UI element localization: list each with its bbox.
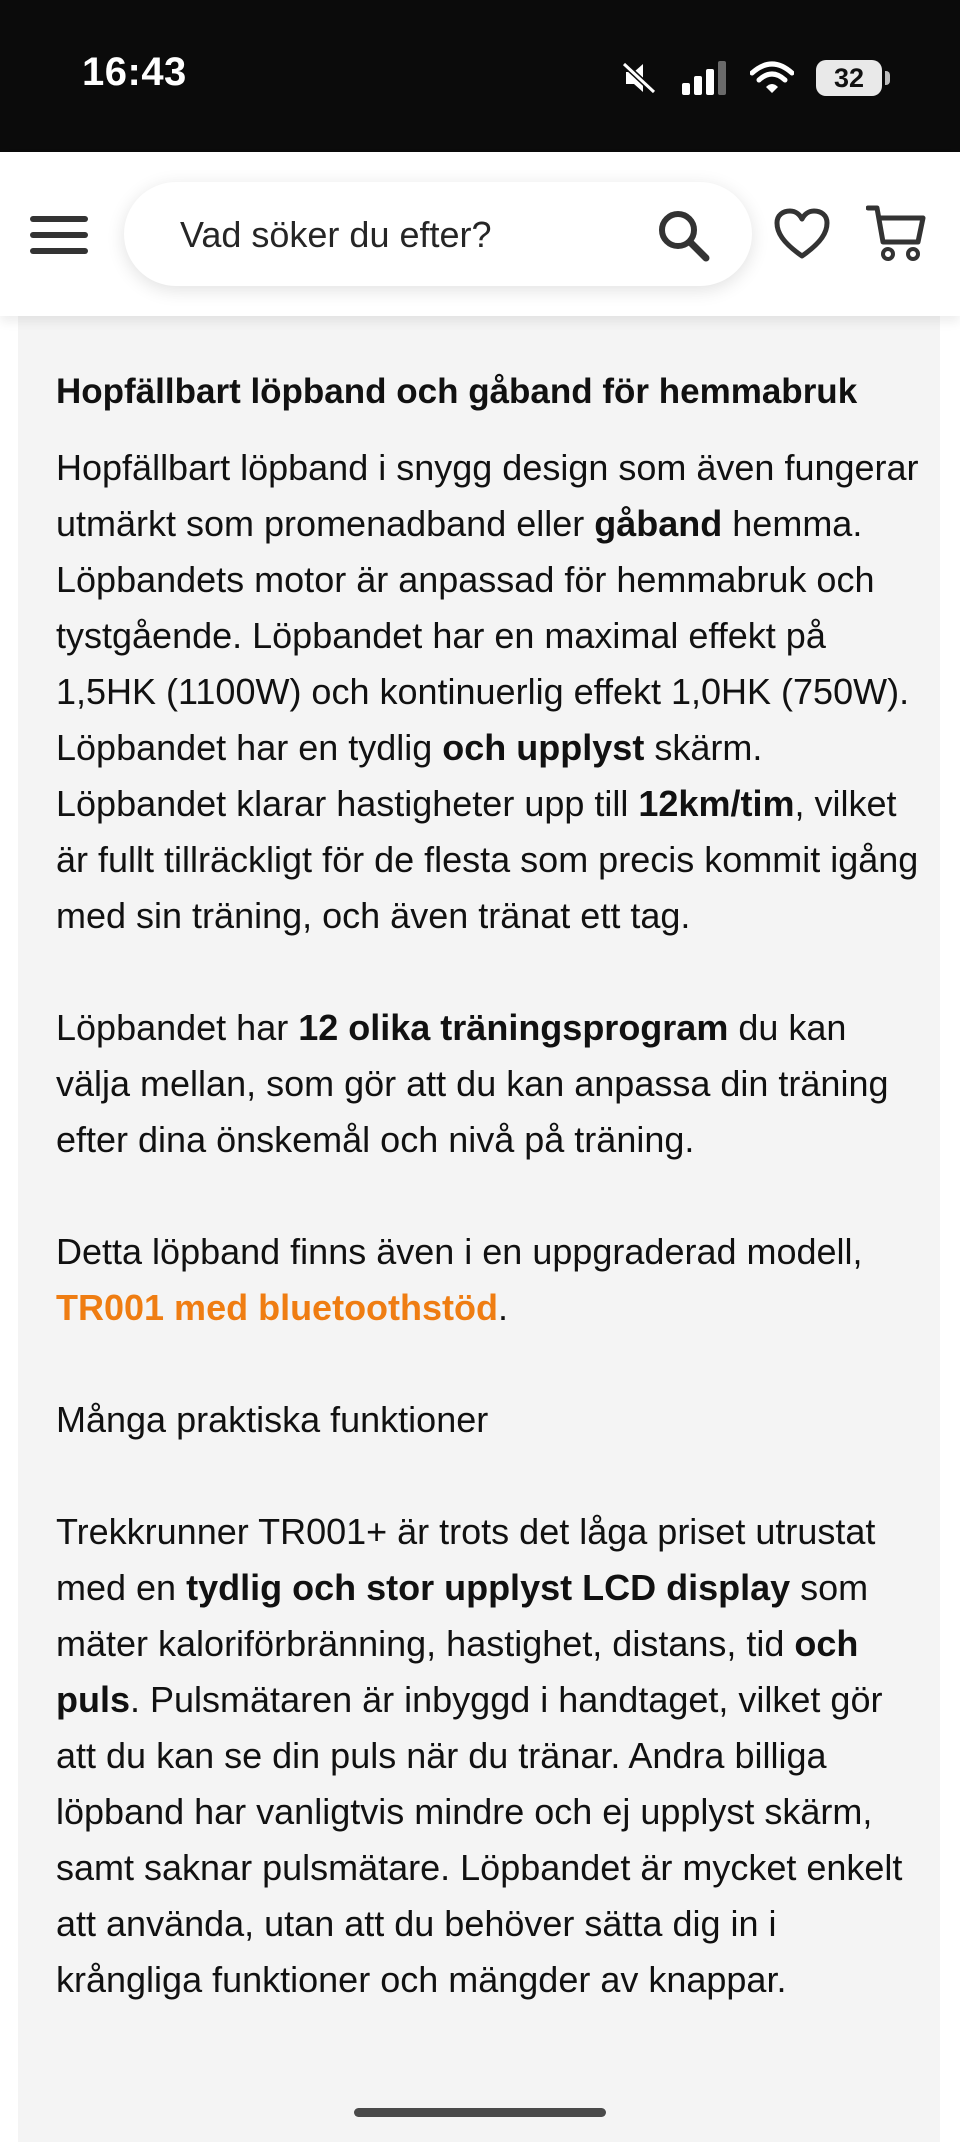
status-bar <box>0 0 960 152</box>
mute-icon <box>620 60 660 96</box>
text: Trekkrunner TR001+ är trots det låga priset utrustat med en <box>56 1511 876 1608</box>
status-icons <box>620 54 882 102</box>
menu-icon <box>30 214 88 256</box>
text: Hopfällbart löpband i snygg design som även fungerar utmärkt som promenadband eller <box>56 447 919 544</box>
home-indicator[interactable] <box>354 2108 606 2117</box>
text: . <box>498 1287 509 1328</box>
search-button[interactable] <box>656 208 710 262</box>
text: du kan välja mellan, som gör att du kan anpassa din träning efter dina önskemål och nivå på träning. <box>56 1007 889 1160</box>
wifi-icon <box>750 61 794 95</box>
bold-text: gåband <box>594 503 723 544</box>
wishlist-button[interactable] <box>774 208 830 260</box>
bold-text: tydlig och stor upplyst LCD display <box>186 1567 791 1608</box>
text: , vilket är fullt tillräckligt för de flesta som precis kommit igång med sin träning, och även tränat ett tag. <box>56 783 919 936</box>
search-icon <box>656 208 710 262</box>
battery-icon <box>816 60 882 96</box>
text: Löpbandet har <box>56 1007 299 1048</box>
upgrade-model-link[interactable]: TR001 med bluetoothstöd <box>56 1287 499 1328</box>
text: Detta löpband finns även i en uppgraderad modell, <box>56 1231 863 1272</box>
description-heading: Hopfällbart löpband och gåband för hemmabruk <box>56 372 858 411</box>
site-header <box>0 152 960 316</box>
heart-icon <box>774 208 830 260</box>
paragraph-motor <box>56 440 926 944</box>
text: skärm. Löpbandet klarar hastigheter upp till <box>56 727 763 824</box>
paragraph-upgrade <box>56 1224 926 1336</box>
text: . Pulsmätaren är inbyggd i handtaget, vilket gör att du kan se din puls när du tränar. Andra billiga löpband har vanligtvis mindre och ej upplyst skärm, samt saknar pulsmätare. Löpbandet är mycket enkelt att använda, utan att du behöver sätta dig in i krångliga funktioner och mängder av knappar. <box>56 1679 903 2000</box>
cart-icon <box>866 204 926 262</box>
bold-text: och puls <box>56 1623 859 1720</box>
paragraph-features-title: Många praktiska funktioner <box>56 1399 489 1440</box>
bold-text: och upplyst <box>442 727 645 768</box>
product-description <box>18 316 940 2142</box>
bold-text: 12 olika träningsprogram <box>298 1007 729 1048</box>
cart-button[interactable] <box>866 204 926 262</box>
search-box <box>124 182 752 286</box>
signal-icon <box>682 61 728 95</box>
search-input[interactable] <box>178 204 622 266</box>
text: hemma. Löpbandets motor är anpassad för hemmabruk och tystgående. Löpbandet har en maximal effekt på 1,5HK (1100W) och kontinuerlig effekt 1,0HK (750W). Löpbandet har en tydlig <box>56 503 910 768</box>
menu-button[interactable] <box>30 214 88 256</box>
paragraph-programs <box>56 1000 926 1168</box>
bold-text: 12km/tim <box>638 783 795 824</box>
description-text <box>56 368 926 2008</box>
paragraph-display <box>56 1504 926 2008</box>
battery-level: 32 <box>833 62 865 93</box>
status-time: 16:43 <box>82 50 187 94</box>
text: som mäter kaloriförbränning, hastighet, distans, tid <box>56 1567 869 1664</box>
